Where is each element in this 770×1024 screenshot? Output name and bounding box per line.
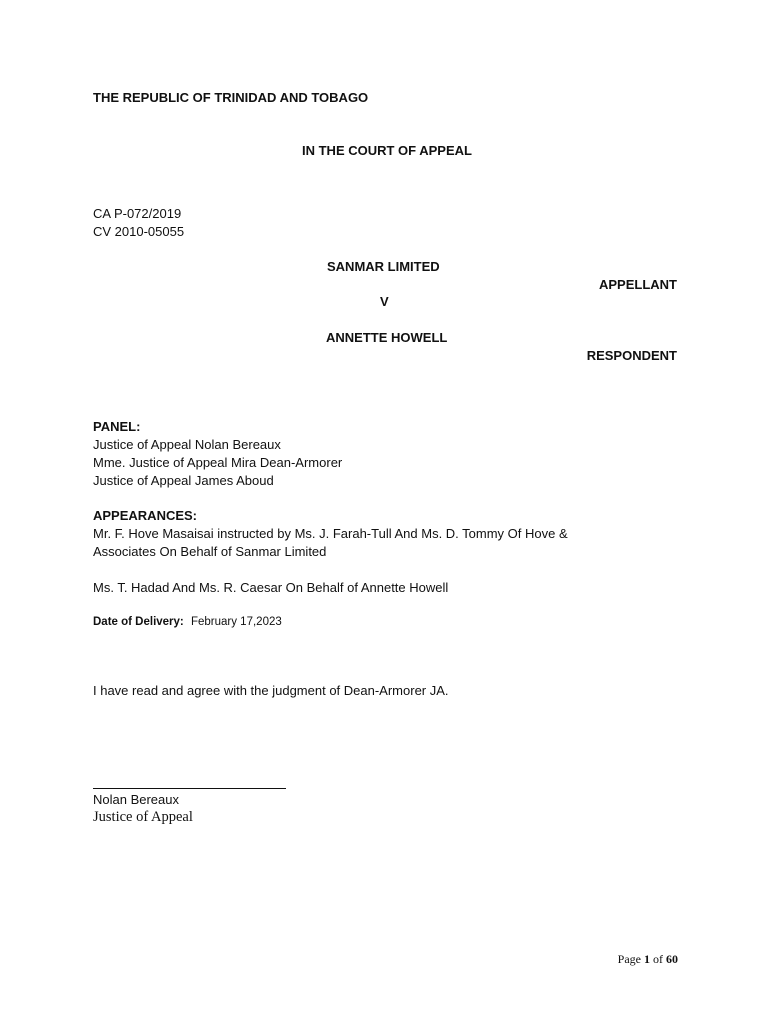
versus-label: V	[380, 294, 389, 309]
respondent-name: ANNETTE HOWELL	[326, 330, 448, 345]
signature-line	[93, 788, 286, 789]
republic-heading: THE REPUBLIC OF TRINIDAD AND TOBAGO	[93, 90, 369, 105]
panel-heading: PANEL:	[93, 419, 141, 434]
total-pages: 60	[666, 952, 678, 966]
delivery-date-row	[93, 613, 282, 631]
respondent-counsel: Ms. T. Hadad And Ms. R. Caesar On Behalf of Annette Howell	[93, 580, 449, 595]
panel-member: Justice of Appeal James Aboud	[93, 473, 274, 488]
appearances-heading: APPEARANCES:	[93, 508, 198, 523]
appellant-counsel-line1: Mr. F. Hove Masaisai instructed by Ms. J. Farah-Tull And Ms. D. Tommy Of Hove &	[93, 526, 568, 541]
of-word: of	[653, 952, 663, 966]
court-heading: IN THE COURT OF APPEAL	[302, 143, 472, 158]
appellant-counsel-line2: Associates On Behalf of Sanmar Limited	[93, 544, 327, 559]
respondent-role: RESPONDENT	[586, 348, 677, 363]
judgment-statement: I have read and agree with the judgment of Dean-Armorer JA.	[93, 683, 449, 698]
panel-member: Mme. Justice of Appeal Mira Dean-Armorer	[93, 455, 343, 470]
claim-number: CV 2010-05055	[93, 224, 185, 239]
appellant-role: APPELLANT	[599, 277, 677, 292]
delivery-date-value: February 17,2023	[190, 616, 282, 628]
appeal-number: CA P-072/2019	[93, 206, 182, 221]
appellant-name: SANMAR LIMITED	[327, 259, 440, 274]
page-footer	[618, 952, 678, 967]
panel-member: Justice of Appeal Nolan Bereaux	[93, 437, 281, 452]
page-number: 1	[644, 952, 650, 966]
delivery-date-label: Date of Delivery:	[93, 616, 184, 628]
page-word: Page	[617, 952, 641, 966]
signatory-name: Nolan Bereaux	[93, 792, 179, 807]
signatory-title: Justice of Appeal	[93, 809, 193, 825]
